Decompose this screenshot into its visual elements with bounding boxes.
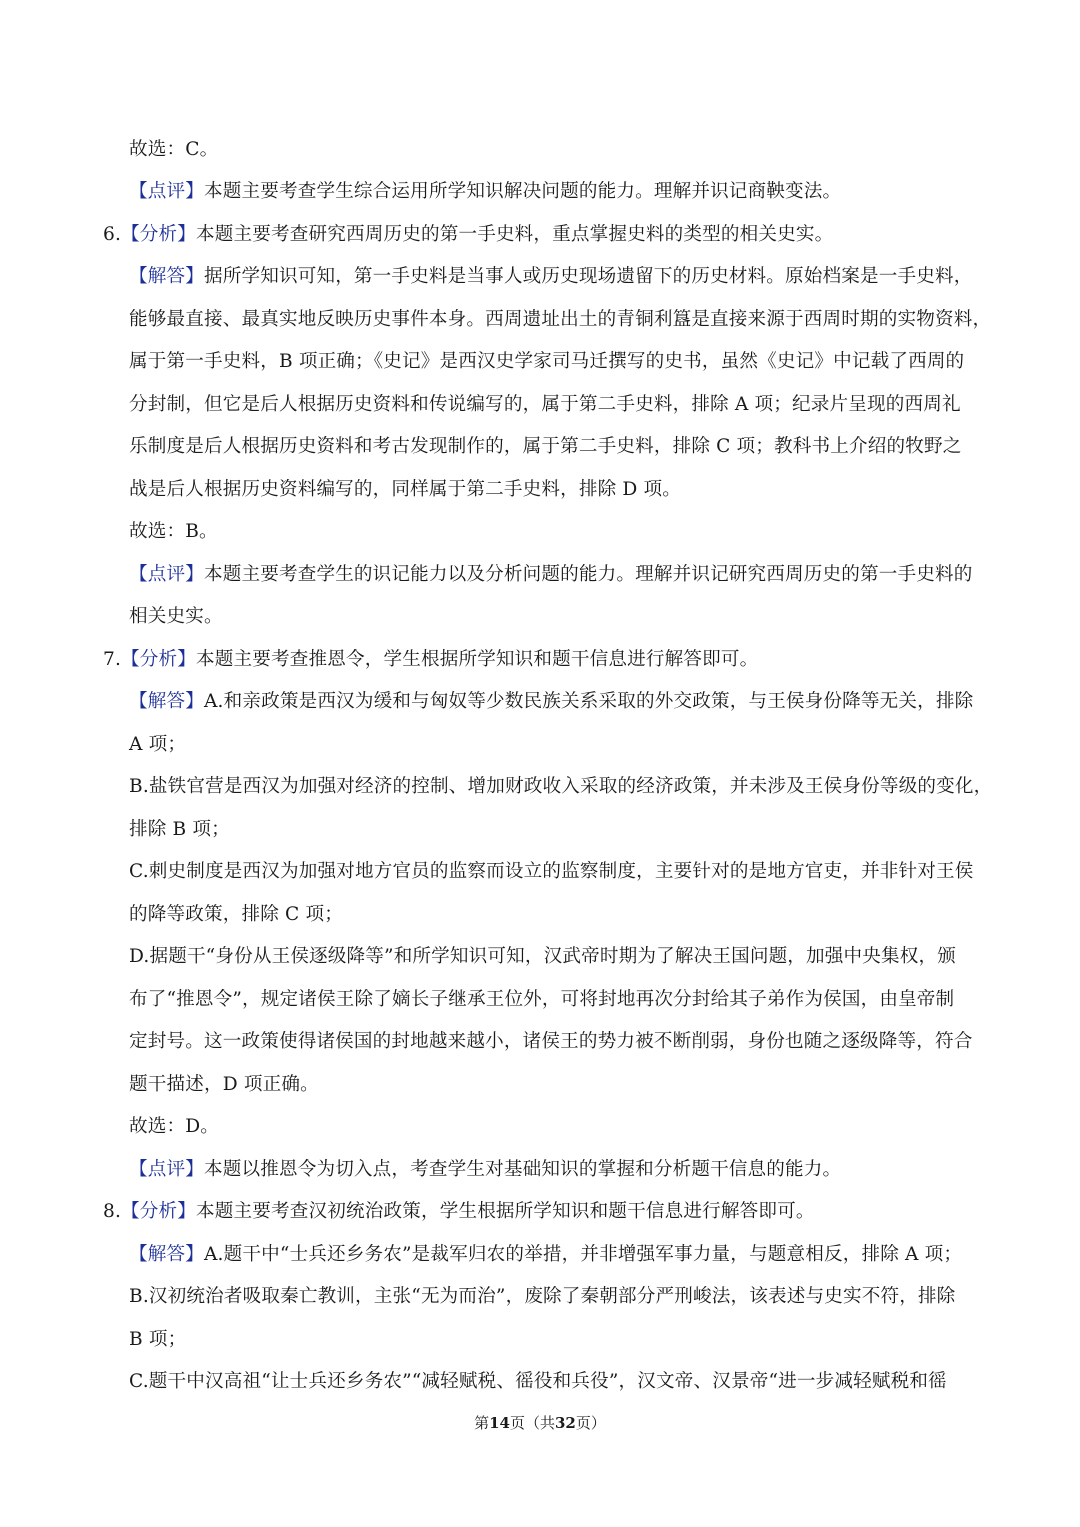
line-text: 本题以推恩令为切入点，考查学生对基础知识的掌握和分析题干信息的能力。 [203,1159,842,1180]
section-tag: 【点评】 [129,181,204,202]
line-text: D.据题干“身份从王侯逐级降等”和所学知识可知，汉武帝时期为了解决王国问题，加强中央集权，颁 [129,946,957,967]
section-tag: 【解答】 [129,266,204,287]
line-text: 本题主要考查推恩令，学生根据所学知识和题干信息进行解答即可。 [196,649,759,670]
question-number: 8. [103,1201,122,1222]
section-tag: 【分析】 [121,649,197,670]
line-text: 本题主要考查研究西周历史的第一手史料，重点掌握史料的类型的相关史实。 [196,224,834,245]
text-line [129,857,974,887]
text-line [103,220,833,250]
text-line [129,1112,219,1142]
footer-total-pages: 32 [555,1414,576,1432]
line-text: C.题干中汉高祖“让士兵还乡务农”“减轻赋税、徭役和兵役”，汉文帝、汉景帝“进一步减轻赋税和徭 [129,1371,947,1392]
line-text: 能够最直接、最真实地反映历史事件本身。西周遗址出土的青铜利簋是直接来源于西周时期的实物资料， [129,309,992,330]
line-text: 故选：C。 [129,139,219,160]
text-line [129,985,954,1015]
text-line [129,602,223,632]
line-text: A.题干中“士兵还乡务农”是裁军归农的举措，并非增强军事力量，与题意相反，排除 A 项； [203,1244,963,1265]
line-text: 故选：D。 [129,1116,220,1137]
text-line [129,1155,841,1185]
text-line [129,772,992,802]
section-tag: 【解答】 [129,1244,204,1265]
text-line [129,900,343,930]
text-line [129,432,961,462]
line-text: 布了“推恩令”，规定诸侯王除了嫡长子继承王位外，可将封地再次分封给其子弟作为侯国，由皇帝制 [129,989,955,1010]
line-text: A.和亲政策是西汉为缓和与匈奴等少数民族关系采取的外交政策，与王侯身份降等无关，排除 [203,691,974,712]
line-text: B.汉初统治者吸取秦亡教训，主张“无为而治”，废除了秦朝部分严刑峻法，该表述与史实不符，排除 [129,1286,956,1307]
text-line [129,687,973,717]
text-line [129,1325,186,1355]
line-text: 排除 B 项； [129,819,230,840]
text-line [129,475,681,505]
text-line [129,1240,962,1270]
line-text: 故选：B。 [129,521,218,542]
text-line [129,1282,955,1312]
line-text: A 项； [129,734,187,755]
text-line [129,730,186,760]
footer-prefix: 第 [474,1414,490,1432]
section-tag: 【分析】 [121,1201,197,1222]
section-tag: 【点评】 [129,564,204,585]
line-text: B 项； [129,1329,187,1350]
line-text: 据所学知识可知，第一手史料是当事人或历史现场遗留下的历史材料。原始档案是一手史料， [203,266,973,287]
text-line [129,560,972,590]
line-text: 本题主要考查汉初统治政策，学生根据所学知识和题干信息进行解答即可。 [196,1201,815,1222]
footer-page-number: 14 [489,1414,510,1432]
text-line [129,1027,972,1057]
text-line [129,942,956,972]
line-text: C.刺史制度是西汉为加强对地方官员的监察而设立的监察制度，主要针对的是地方官吏，并非针对王侯 [129,861,974,882]
section-tag: 【解答】 [129,691,204,712]
footer-suffix: 页） [575,1414,606,1432]
text-line [129,1367,947,1397]
line-text: 题干描述，D 项正确。 [129,1074,319,1095]
text-line [129,517,218,547]
line-text: 定封号。这一政策使得诸侯国的封地越来越小，诸侯王的势力被不断削弱，身份也随之逐级降等，符合 [129,1031,973,1052]
text-line [129,305,991,335]
page-footer [0,1411,1080,1435]
text-line [129,135,218,165]
section-tag: 【点评】 [129,1159,204,1180]
line-text: 属于第一手史料，B 项正确；《史记》是西汉史学家司马迁撰写的史书，虽然《史记》中记载了西周的 [129,351,965,372]
line-text: 乐制度是后人根据历史资料和考古发现制作的，属于第二手史料，排除 C 项；教科书上介绍的牧野之 [129,436,962,457]
text-line [129,177,841,207]
text-line [103,645,758,675]
line-text: 本题主要考查学生的识记能力以及分析问题的能力。理解并识记研究西周历史的第一手史料的 [203,564,973,585]
question-number: 7. [103,649,122,670]
line-text: 相关史实。 [129,606,223,627]
text-line [103,1197,815,1227]
text-line [129,347,964,377]
line-text: 分封制，但它是后人根据历史资料和传说编写的，属于第二手史料，排除 A 项；纪录片呈现的西周礼 [129,394,961,415]
text-line [129,390,961,420]
line-text: B.盐铁官营是西汉为加强对经济的控制、增加财政收入采取的经济政策，并未涉及王侯身份等级的变化， [129,776,993,797]
text-line [129,262,972,292]
line-text: 的降等政策，排除 C 项； [129,904,343,925]
text-line [129,815,230,845]
text-line [129,1070,319,1100]
line-text: 战是后人根据历史资料编写的，同样属于第二手史料，排除 D 项。 [129,479,682,500]
line-text: 本题主要考查学生综合运用所学知识解决问题的能力。理解并识记商鞅变法。 [203,181,842,202]
section-tag: 【分析】 [121,224,197,245]
footer-middle: 页（共 [509,1414,555,1432]
question-number: 6. [103,224,122,245]
